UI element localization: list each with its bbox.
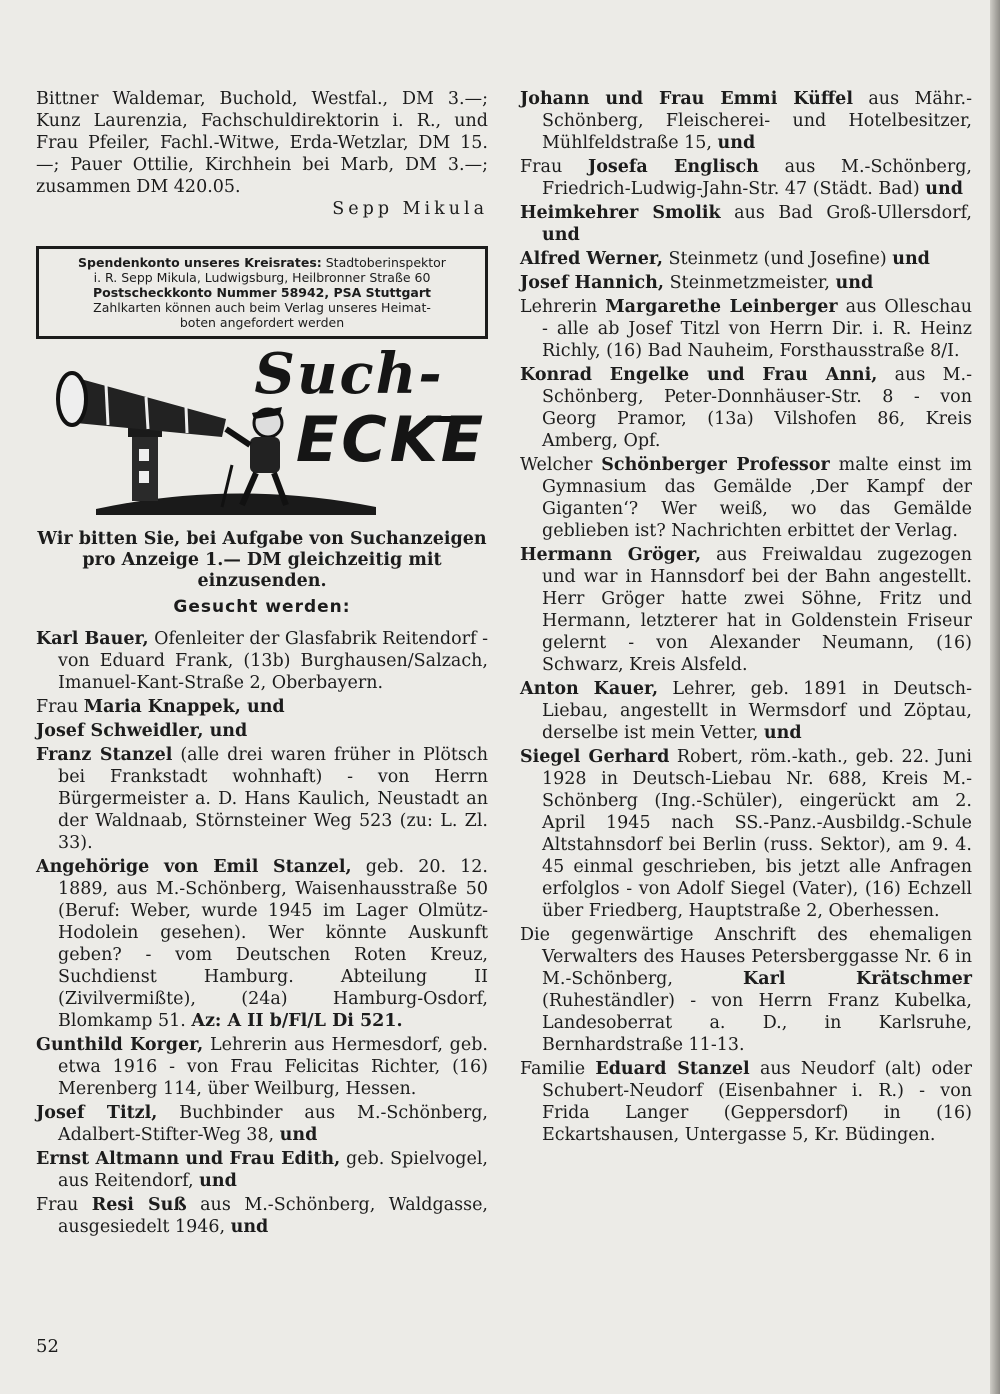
banner-script-title: Such- bbox=[254, 341, 444, 407]
search-entry: Anton Kauer, Lehrer, geb. 1891 in Deutsch-Liebau, angestellt in Wermsdorf und Zöptau, derselbe ist mein Vetter, und bbox=[520, 679, 972, 743]
such-ecke-banner bbox=[36, 341, 488, 515]
notice-line: Zahlkarten können auch beim Verlag unseres Heimat- bbox=[93, 300, 431, 315]
search-entry: Frau Resi Suß aus M.-Schönberg, Waldgasse, ausgesiedelt 1946, und bbox=[36, 1195, 488, 1237]
search-entry: Ernst Altmann und Frau Edith, geb. Spielvogel, aus Reitendorf, und bbox=[36, 1149, 488, 1191]
search-entry: Karl Bauer, Ofenleiter der Glasfabrik Reitendorf - von Eduard Frank, (13b) Burghausen/Salzach, Imanuel-Kant-Straße 2, Oberbayern. bbox=[36, 629, 488, 693]
right-column bbox=[520, 88, 972, 1148]
search-entry: Josef Schweidler, und bbox=[36, 721, 248, 741]
search-entry: Josef Titzl, Buchbinder aus M.-Schönberg, Adalbert-Stifter-Weg 38, und bbox=[36, 1103, 488, 1145]
search-entry: Lehrerin Margarethe Leinberger aus Olleschau - alle ab Josef Titzl von Herrn Dir. i. R. Heinz Richly, (16) Bad Nauheim, Forsthausstraße 8/I. bbox=[520, 297, 972, 361]
search-entry: Josef Hannich, Steinmetzmeister, und bbox=[520, 273, 874, 293]
search-entry: Gunthild Korger, Lehrerin aus Hermesdorf, geb. etwa 1916 - von Frau Felicitas Richter, (16) Merenberg 114, über Weilburg, Hessen. bbox=[36, 1035, 488, 1099]
left-column bbox=[36, 88, 488, 1240]
banner-block-title: ECKE bbox=[295, 403, 487, 476]
left-entries bbox=[36, 628, 488, 1238]
search-entry: Frau Josefa Englisch aus M.-Schönberg, Friedrich-Ludwig-Jahn-Str. 47 (Städt. Bad) und bbox=[520, 157, 972, 199]
search-entry: Angehörige von Emil Stanzel, geb. 20. 12. 1889, aus M.-Schönberg, Waisenhausstraße 50 (Beruf: Weber, wurde 1945 im Lager Olmütz-Hodolein gesehen). Wer könnte Auskunft geben? - vom Deutschen Roten Kreuz, Suchdienst Hamburg. Abteilung II (Zivilvermißte), (24a) Hamburg-Osdorf, Blomkamp 51. Az: A II b/Fl/L Di 521. bbox=[36, 857, 488, 1031]
search-entry: Frau Maria Knappek, und bbox=[36, 697, 285, 717]
page-number: 52 bbox=[36, 1336, 59, 1357]
notice-heading: Spendenkonto unseres Kreisrates: bbox=[78, 255, 322, 270]
donation-account-notice: Spendenkonto unseres Kreisrates: Stadtoberinspektor i. R. Sepp Mikula, Ludwigsburg, Heilbronner Straße 60 Postscheckkonto Nummer 58942, PSA Stuttgart Zahlkarten können auch beim Verlag unseres Heimat- boten angefordert werden bbox=[36, 246, 488, 339]
notice-line: i. R. Sepp Mikula, Ludwigsburg, Heilbronner Straße 60 bbox=[93, 270, 431, 285]
search-entry: Welcher Schönberger Professor malte einst im Gymnasium das Gemälde ‚Der Kampf der Giganten‘? Wer weiß, wo das Gemälde geblieben ist? Nachrichten erbittet der Verlag. bbox=[520, 455, 973, 541]
search-entry: Hermann Gröger, aus Freiwaldau zugezogen und war in Hannsdorf bei der Bahn angestellt. Herr Gröger hatte zwei Söhne, Fritz und Hermann, letzterer hat in Goldenstein Friseur gelernt - von Alexander Neumann, (16) Schwarz, Kreis Alsfeld. bbox=[520, 545, 973, 675]
signature: Sepp Mikula bbox=[332, 199, 488, 219]
search-entry: Siegel Gerhard Robert, röm.-kath., geb. 22. Juni 1928 in Deutsch-Liebau Nr. 688, Kreis M.-Schönberg (Ing.-Schüler), eingerückt am 2. April 1945 nach SS.-Panz.-Ausbildg.-Schule Altstahnsdorf bei Berlin (russ. Sektor), am 9. 4. 45 einmal geschrieben, bis jetzt alle Anfragen erfolglos - von Adolf Siegel (Vater), (16) Echzell über Friedberg, Hauptstraße 2, Oberhessen. bbox=[520, 747, 972, 921]
notice-line: Postscheckkonto Nummer 58942, PSA Stuttgart bbox=[92, 285, 432, 300]
notice-line: boten angefordert werden bbox=[179, 315, 345, 330]
request-notice: Wir bitten Sie, bei Aufgabe von Suchanzeigen pro Anzeige 1.— DM gleichzeitig mit einzusenden. bbox=[37, 529, 487, 591]
search-entry: Johann und Frau Emmi Küffel aus Mähr.-Schönberg, Fleischerei- und Hotelbesitzer, Mühlfeldstraße 15, und bbox=[520, 89, 972, 153]
search-entry: Die gegenwärtige Anschrift des ehemaligen Verwalters des Hauses Petersberggasse Nr. 6 in M.-Schönberg, Karl Krätschmer (Ruheständler) - von Herrn Franz Kubelka, Landesoberrat a. D., in Karlsruhe, Bernhardstraße 11-13. bbox=[520, 925, 973, 1055]
sought-heading: Gesucht werden: bbox=[173, 597, 351, 617]
search-entry: Franz Stanzel (alle drei waren früher in Plötsch bei Frankstadt wohnhaft) - von Herrn Bürgermeister a. D. Hans Kaulich, Neustadt an der Waldnaab, Störnsteiner Weg 523 (zu: L. Zl. 33). bbox=[36, 745, 488, 853]
search-entry: Familie Eduard Stanzel aus Neudorf (alt) oder Schubert-Neudorf (Eisenbahner i. R.) - von Frida Langer (Geppersdorf) in (16) Eckartshausen, Untergasse 5, Kr. Büdingen. bbox=[520, 1059, 972, 1145]
page-edge-shadow bbox=[990, 0, 1000, 1394]
search-entry: Konrad Engelke und Frau Anni, aus M.-Schönberg, Peter-Donnhäuser-Str. 8 - von Georg Pramor, (13a) Vilshofen 86, Kreis Amberg, Opf. bbox=[520, 365, 972, 451]
search-entry: Heimkehrer Smolik aus Bad Groß-Ullersdorf, und bbox=[520, 203, 972, 245]
search-entry: Alfred Werner, Steinmetz (und Josefine) und bbox=[520, 249, 930, 269]
donation-list-text: Bittner Waldemar, Buchold, Westfal., DM 3.—; Kunz Laurenzia, Fachschuldirektorin i. R., und Frau Pfeiler, Fachl.-Witwe, Erda-Wetzlar, DM 15.—; Pauer Ottilie, Kirchhein bei Marb, DM 3.—; zusammen DM 420.05. bbox=[36, 89, 488, 197]
